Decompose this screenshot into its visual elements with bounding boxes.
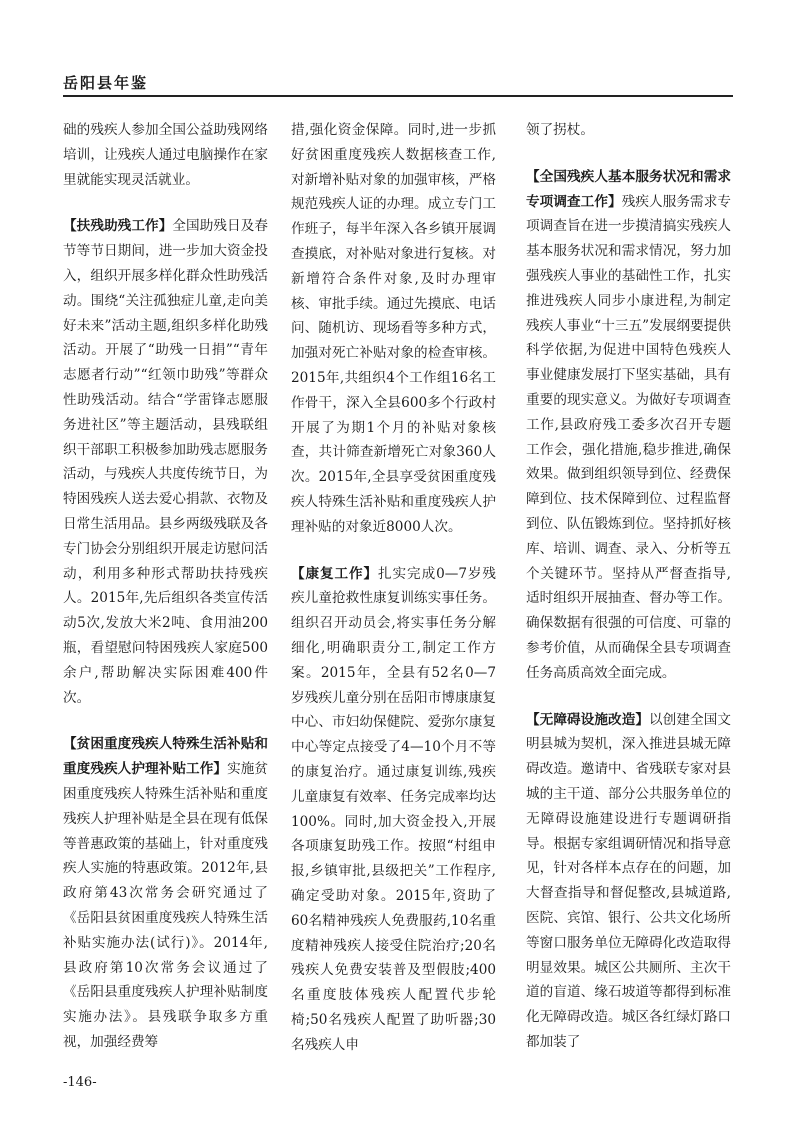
section-accessibility [526, 708, 731, 1055]
paragraph: 措,强化资金保障。同时,进一步抓好贫困重度残疾人数据核查工作,对新增补贴对象的加强审核，严格规范残疾人证的办理。成立专门工作班子，每半年深入各乡镇开展调查摸底，对补贴对象进行复核。对新增符合条件对象,及时办理审核、审批手续。通过先摸底、电话问、随机访、现场看等多种方式，加强对死亡补贴对象的检查审核。2015年,共组织4个工作组16名工作骨干，深入全县600多个行政村开展了为期1个月的补贴对象核查，共计筛查新增死亡对象360人次。2015年,全县享受贫困重度残疾人特殊生活补贴和重度残疾人护理补贴的对象近8000人次。 [291, 122, 496, 535]
section-heading: 【康复工作】 [291, 565, 379, 582]
section-text: 实施贫困重度残疾人特殊生活补贴和重度残疾人护理补贴是全县在现有低保等普惠政策的基础上，针对重度残疾人实施的特惠政策。2012年,县政府第43次常务会研究通过了《岳阳县贫困重度残疾人特殊生活补贴实施办法(试行)》。2014年,县政府第10次常务会议通过了《岳阳县重度残疾人护理补贴制度实施办法》。县残联争取多方重视，加强经费筹 [63, 761, 268, 1050]
column-1 [63, 118, 268, 1077]
header-rule [63, 95, 733, 97]
column-3 [526, 118, 731, 1077]
section-text: 残疾人服务需求专项调查旨在进一步摸清搞实残疾人基本服务状况和需求情况，努力加强残疾人事业的基础性工作，扎实推进残疾人同步小康进程,为制定残疾人事业“十三五”发展纲要提供科学依据,为促进中国特色残疾人事业健康发展打下坚实基础，具有重要的现实意义。为做好专项调查工作,县政府残工委多次召开专题工作会，强化措施,稳步推进,确保效果。做到组织领导到位、经费保障到位、技术保障到位、过程监督到位、队伍锻炼到位。坚持抓好核库、培训、调查、录入、分析等五个关键环节。坚持从严督查指导,适时组织开展抽查、督办等工作。确保数据有很强的可信度、可靠的参考价值，从而确保全县专项调查任务高质高效全面完成。 [526, 193, 731, 681]
page-header-title: 岳阳县年鉴 [63, 74, 149, 92]
section-text: 以创建全国文明县城为契机，深入推进县城无障碍改造。邀请中、省残联专家对县城的主干道、部分公共服务单位的无障碍设施建设进行专题调研指导。根据专家组调研情况和指导意见，针对各样本点存在的问题，加大督查指导和督促整改,县城道路,医院、宾馆、银行、公共文化场所等窗口服务单位无障碍化改造取得明显效果。城区公共厕所、主次干道的盲道、缘石坡道等都得到标准化无障碍改造。城区各红绿灯路口都加装了 [526, 711, 731, 1050]
page-number: -146- [63, 1075, 97, 1090]
section-heading: 【扶残助残工作】 [63, 218, 173, 235]
section-rehabilitation [291, 562, 496, 1058]
section-subsidy [63, 732, 268, 1054]
section-support-disabled [63, 214, 268, 710]
column-2 [291, 118, 496, 1079]
section-text: 扎实完成0—7岁残疾儿童抢救性康复训练实事任务。组织召开动员会,将实事任务分解细化,明确职责分工,制定工作方案。2015年，全县有52名0—7岁残疾儿童分别在岳阳市博康康复中心、市妇幼保健院、爱弥尔康复中心等定点接受了4—10个月不等的康复治疗。通过康复训练,残疾儿童康复有效率、任务完成率均达100%。同时,加大资金投入,开展各项康复助残工作。按照“村组申报,乡镇审批,县级把关”工作程序,确定受助对象。2015年,资助了60名精神残疾人免费服药,10名重度精神残疾人接受住院治疗;20名残疾人免费安装普及型假肢;400名重度肢体残疾人配置代步轮椅;50名残疾人配置了助听器;30名残疾人申 [291, 565, 496, 1053]
paragraph: 础的残疾人参加全国公益助残网络培训，让残疾人通过电脑操作在家里就能实现灵活就业。 [63, 122, 268, 188]
paragraph: 领了拐杖。 [526, 122, 594, 138]
section-heading: 【无障碍设施改造】 [526, 711, 650, 728]
section-heading: 【贫困重度残疾人特殊生活补贴和重度残疾人护理补贴工作】 [63, 736, 268, 778]
section-text: 全国助残日及春节等节日期间，进一步加大资金投入，组织开展多样化群众性助残活动。围绕“关注孤独症儿童,走向美好未来”活动主题,组织多样化助残活动。开展了“助残一日捐”“青年志愿者行动”“红领巾助残”等群众性助残活动。结合“学雷锋志愿服务进社区”等主题活动，县残联组织干部职工积极参加助残志愿服务活动，与残疾人共度传统节日，为特困残疾人送去爱心捐款、衣物及日常生活用品。县乡两级残联及各专门协会分别组织开展走访慰问活动，利用多种形式帮助扶持残疾人。2015年,先后组织各类宣传活动5次,发放大米2吨、食用油200瓶，看望慰问特困残疾人家庭500余户,帮助解决实际困难400件次。 [63, 218, 268, 706]
section-heading: 【全国残疾人基本服务状况和需求专项调查工作】 [526, 168, 731, 210]
section-survey [526, 165, 731, 686]
